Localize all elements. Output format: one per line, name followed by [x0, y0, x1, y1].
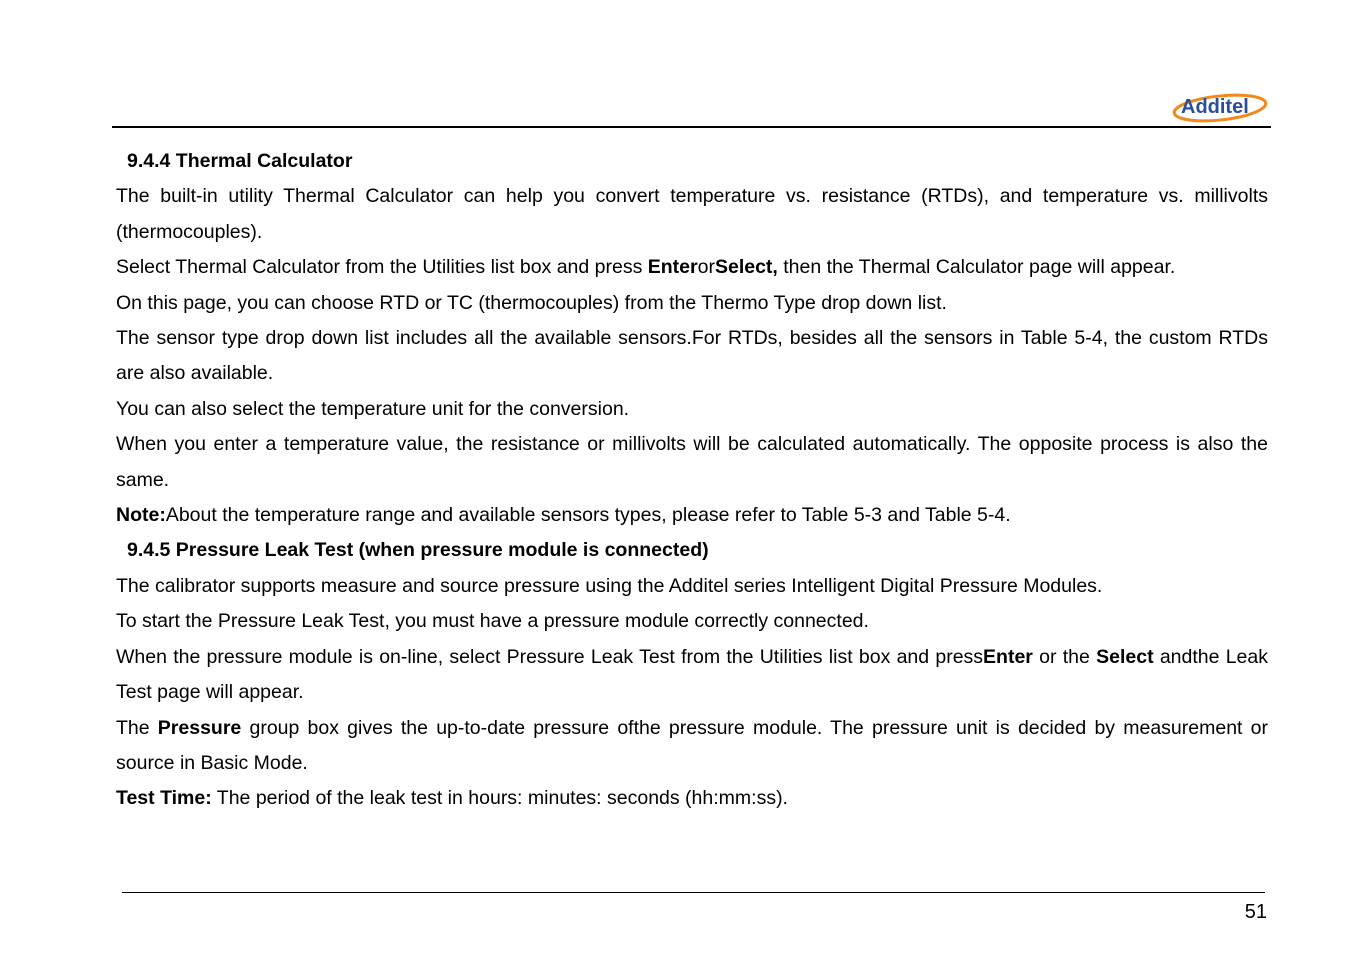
section-heading-pressure-leak-test: 9.4.5 Pressure Leak Test (when pressure module is connected) — [127, 539, 709, 562]
page-content — [116, 144, 1268, 817]
bold-enter: Enter — [983, 645, 1033, 668]
test-time-text: The period of the leak test in hours: minutes: seconds (hh:mm:ss). — [211, 787, 788, 810]
text-span: The — [116, 716, 158, 739]
section-heading-thermal-calculator: 9.4.4 Thermal Calculator — [127, 150, 353, 172]
svg-text:Additel: Additel — [1181, 96, 1249, 118]
paragraph-leak-intro: The calibrator supports measure and source pressure using the Additel series Intelligent Digital Pressure Modules. — [116, 574, 1103, 597]
header-rule — [112, 126, 1271, 128]
note-text: About the temperature range and available sensors types, please refer to Table 5-3 and Table 5-4. — [165, 504, 1011, 527]
bold-enter: Enter — [647, 256, 698, 279]
paragraph-thermo-type: On this page, you can choose RTD or TC (thermocouples) from the Thermo Type drop down list. — [116, 291, 947, 314]
text-span: andthe Leak Test page will appear. — [116, 645, 1268, 704]
text-span: When the pressure module is on-line, select Pressure Leak Test from the Utilities list box and press — [116, 645, 984, 668]
page-number: 51 — [1244, 901, 1267, 923]
paragraph-leak-select — [116, 640, 1268, 711]
text-span: or — [697, 256, 715, 279]
paragraph-thermal-intro: The built-in utility Thermal Calculator can help you convert temperature vs. resistance (RTDs), and temperature vs. millivolts (thermocouples). — [116, 185, 1268, 243]
additel-logo — [1172, 88, 1270, 126]
paragraph-thermal-select — [116, 250, 1268, 285]
text-span: then the Thermal Calculator page will appear. — [777, 256, 1176, 279]
paragraph-pressure-group — [116, 711, 1268, 782]
additel-logo-graphic — [1172, 88, 1270, 126]
note-label: Note: — [116, 504, 166, 527]
paragraph-note — [116, 498, 1268, 533]
bold-select: Select — [1096, 645, 1154, 668]
test-time-label: Test Time: — [116, 787, 212, 810]
bold-pressure: Pressure — [157, 716, 242, 739]
paragraph-sensor-type: The sensor type drop down list includes all the available sensors.For RTDs, besides all the sensors in Table 5-4, the custom RTDs are also available. — [116, 327, 1268, 385]
text-span: group box gives the up-to-date pressure ofthe pressure module. The pressure unit is decided by measurement or source in Basic Mode. — [116, 716, 1268, 774]
paragraph-temperature-unit: You can also select the temperature unit for the conversion. — [116, 397, 630, 420]
text-span: Select Thermal Calculator from the Utilities list box and press — [116, 256, 648, 279]
paragraph-test-time — [116, 781, 1268, 816]
bold-select: Select, — [714, 256, 778, 279]
paragraph-auto-calc: When you enter a temperature value, the resistance or millivolts will be calculated automatically. The opposite process is also the same. — [116, 433, 1268, 491]
footer-rule — [122, 892, 1265, 893]
paragraph-leak-start: To start the Pressure Leak Test, you must have a pressure module correctly connected. — [116, 610, 869, 633]
text-span: or the — [1032, 645, 1097, 668]
